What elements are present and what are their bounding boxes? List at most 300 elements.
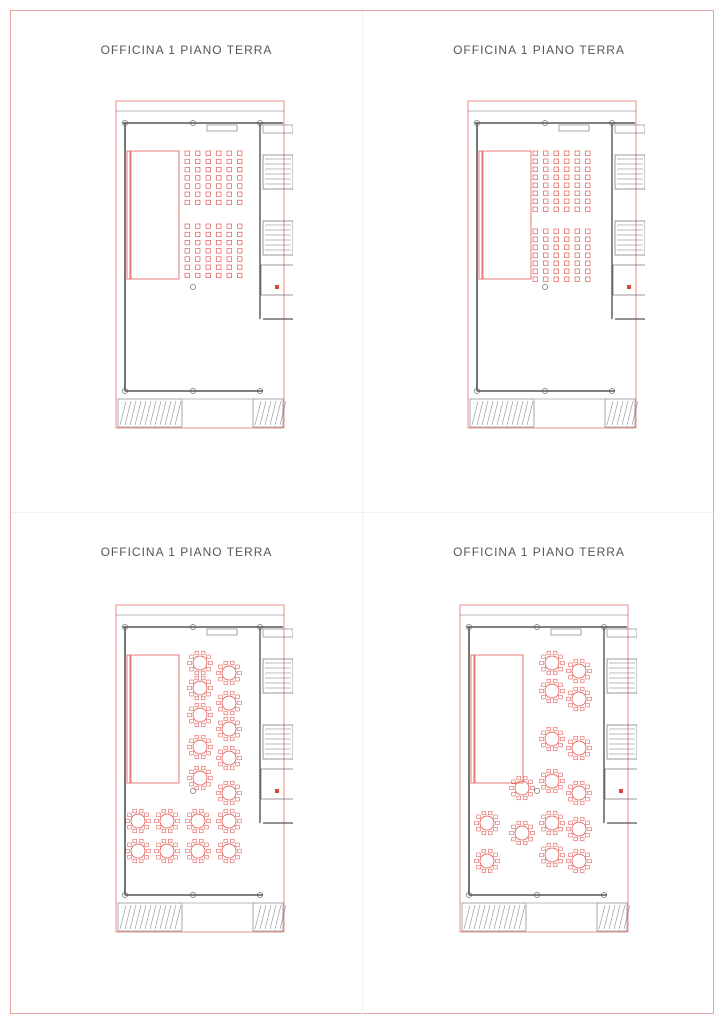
chair	[227, 273, 232, 278]
table-chair	[230, 691, 234, 695]
chair	[565, 167, 570, 172]
chair	[185, 176, 190, 181]
table-chair	[553, 831, 557, 835]
chair	[238, 176, 243, 181]
chair	[554, 199, 559, 204]
table-chair	[512, 837, 516, 841]
hatch-line	[472, 401, 478, 425]
table-chair	[586, 865, 590, 869]
table-chair	[195, 651, 199, 655]
table-chair	[574, 869, 578, 873]
table-chair	[209, 776, 213, 780]
hatch-line	[517, 401, 523, 425]
chair	[533, 229, 538, 234]
table-chair	[236, 721, 240, 725]
table-chair	[238, 756, 242, 760]
hatch-line	[170, 401, 176, 425]
room-label-box	[263, 125, 293, 133]
chair	[575, 199, 580, 204]
round-table	[222, 696, 236, 710]
chair	[565, 151, 570, 156]
table-chair	[224, 809, 228, 813]
chair	[544, 183, 549, 188]
hatch-line	[275, 401, 281, 425]
chair	[575, 261, 580, 266]
chair	[533, 261, 538, 266]
chair	[206, 240, 211, 245]
chair	[185, 167, 190, 172]
hatch-line	[607, 401, 613, 425]
table-chair	[574, 659, 578, 663]
table-chair	[201, 651, 205, 655]
hatched-area-west	[470, 399, 534, 427]
round-table	[222, 814, 236, 828]
round-table	[545, 848, 559, 862]
round-table	[193, 740, 207, 754]
round-table	[193, 771, 207, 785]
table-chair	[236, 855, 240, 859]
table-chair	[157, 825, 161, 829]
floor-plan-banquet-grid	[103, 593, 293, 933]
table-chair	[574, 707, 578, 711]
round-table	[515, 826, 529, 840]
round-table	[193, 656, 207, 670]
table-chair	[207, 770, 211, 774]
table-chair	[157, 813, 161, 817]
table-chair	[128, 855, 132, 859]
table-chair	[542, 859, 546, 863]
table-chair	[205, 855, 209, 859]
chair	[544, 269, 549, 274]
round-table	[572, 692, 586, 706]
table-chair	[195, 766, 199, 770]
table-chair	[586, 691, 590, 695]
table-chair	[553, 651, 557, 655]
round-table	[191, 844, 205, 858]
table-chair	[236, 665, 240, 669]
chair	[544, 245, 549, 250]
chair	[554, 277, 559, 282]
table-chair	[145, 813, 149, 817]
chair	[238, 265, 243, 270]
panel-top-left	[11, 11, 363, 513]
table-chair	[569, 740, 573, 744]
table-chair	[586, 853, 590, 857]
chair	[575, 277, 580, 282]
table-chair	[230, 746, 234, 750]
chair	[586, 199, 591, 204]
table-chair	[230, 859, 234, 863]
chair	[227, 192, 232, 197]
table-chair	[219, 677, 223, 681]
chair	[217, 192, 222, 197]
table-chair	[230, 781, 234, 785]
table-chair	[477, 865, 481, 869]
chair	[185, 232, 190, 237]
table-chair	[224, 681, 228, 685]
chair	[227, 224, 232, 229]
chair	[533, 207, 538, 212]
table-chair	[574, 781, 578, 785]
table-chair	[195, 735, 199, 739]
table-chair	[219, 665, 223, 669]
table-chair	[531, 786, 535, 790]
room-label-box	[559, 125, 589, 131]
table-chair	[586, 663, 590, 667]
hatch-line	[519, 905, 525, 929]
table-chair	[217, 756, 221, 760]
chair	[554, 191, 559, 196]
table-chair	[145, 843, 149, 847]
table-chair	[207, 751, 211, 755]
table-chair	[488, 831, 492, 835]
chair	[575, 167, 580, 172]
table-chair	[193, 859, 197, 863]
table-chair	[219, 797, 223, 801]
chair	[227, 200, 232, 205]
hatch-line	[135, 905, 141, 929]
table-chair	[496, 859, 500, 863]
table-chair	[547, 747, 551, 751]
table-chair	[488, 811, 492, 815]
table-chair	[540, 689, 544, 693]
table-chair	[475, 859, 479, 863]
table-chair	[567, 697, 571, 701]
hatch-line	[135, 401, 141, 425]
chair	[238, 224, 243, 229]
chair	[227, 184, 232, 189]
table-chair	[510, 831, 514, 835]
table-chair	[553, 811, 557, 815]
hatch-line	[599, 905, 605, 929]
table-chair	[230, 766, 234, 770]
table-chair	[188, 661, 192, 665]
hatch-line	[160, 905, 166, 929]
chair	[227, 232, 232, 237]
table-chair	[195, 676, 199, 680]
hatch-line	[160, 401, 166, 425]
chair	[533, 199, 538, 204]
panel-title: OFFICINA 1 PIANO TERRA	[453, 545, 625, 559]
panel-title: OFFICINA 1 PIANO TERRA	[100, 43, 273, 57]
table-chair	[195, 723, 199, 727]
chair	[217, 176, 222, 181]
chair	[554, 269, 559, 274]
chair	[185, 249, 190, 254]
table-chair	[236, 785, 240, 789]
chair	[227, 167, 232, 172]
service-room	[261, 769, 293, 799]
table-chair	[147, 849, 151, 853]
chair	[533, 253, 538, 258]
table-chair	[542, 695, 546, 699]
plan-frame	[460, 605, 628, 932]
emergency-marker	[275, 789, 279, 793]
chair	[196, 200, 201, 205]
table-chair	[569, 703, 573, 707]
chair	[238, 200, 243, 205]
chair	[565, 277, 570, 282]
table-chair	[219, 762, 223, 766]
hatch-line	[487, 401, 493, 425]
hatch-line	[125, 905, 131, 929]
table-chair	[512, 792, 516, 796]
table-chair	[567, 669, 571, 673]
hatch-line	[120, 905, 126, 929]
table-chair	[188, 686, 192, 690]
chair	[196, 159, 201, 164]
room-label-box	[607, 629, 637, 637]
table-chair	[559, 773, 563, 777]
table-chair	[217, 791, 221, 795]
chair	[533, 151, 538, 156]
table-chair	[128, 843, 132, 847]
round-table	[191, 814, 205, 828]
table-chair	[217, 701, 221, 705]
table-chair	[199, 809, 203, 813]
table-chair	[588, 827, 592, 831]
table-chair	[586, 833, 590, 837]
chair	[227, 159, 232, 164]
table-chair	[157, 855, 161, 859]
hatch-line	[512, 401, 518, 425]
chair	[554, 207, 559, 212]
table-chair	[133, 839, 137, 843]
chair	[185, 192, 190, 197]
table-chair	[567, 746, 571, 750]
table-chair	[155, 819, 159, 823]
hatch-line	[125, 401, 131, 425]
hatch-line	[255, 905, 261, 929]
hatch-line	[507, 401, 513, 425]
table-chair	[517, 821, 521, 825]
table-chair	[219, 843, 223, 847]
chair	[575, 245, 580, 250]
table-chair	[224, 839, 228, 843]
hatch-line	[130, 905, 136, 929]
table-chair	[586, 675, 590, 679]
table-chair	[219, 855, 223, 859]
chair	[533, 175, 538, 180]
table-chair	[236, 750, 240, 754]
table-chair	[586, 785, 590, 789]
table-chair	[547, 811, 551, 815]
chair	[586, 183, 591, 188]
hatch-line	[509, 905, 515, 929]
table-chair	[559, 847, 563, 851]
room-label-box	[207, 125, 237, 131]
hatch-line	[612, 401, 618, 425]
stage-edge	[471, 655, 474, 783]
round-table	[545, 684, 559, 698]
table-chair	[201, 786, 205, 790]
chair	[227, 151, 232, 156]
table-chair	[482, 831, 486, 835]
hatch-line	[140, 401, 146, 425]
table-chair	[236, 695, 240, 699]
table-chair	[542, 785, 546, 789]
table-chair	[553, 769, 557, 773]
table-chair	[477, 815, 481, 819]
table-chair	[230, 717, 234, 721]
hatch-line	[477, 401, 483, 425]
table-chair	[569, 821, 573, 825]
table-chair	[488, 869, 492, 873]
chair	[575, 183, 580, 188]
chair	[206, 200, 211, 205]
table-chair	[168, 829, 172, 833]
table-chair	[186, 849, 190, 853]
table-chair	[224, 661, 228, 665]
table-chair	[494, 865, 498, 869]
table-chair	[207, 667, 211, 671]
chair	[196, 192, 201, 197]
table-chair	[201, 735, 205, 739]
table-chair	[553, 699, 557, 703]
hatch-line	[270, 905, 276, 929]
table-chair	[224, 746, 228, 750]
chair	[533, 167, 538, 172]
table-chair	[188, 776, 192, 780]
chair	[196, 240, 201, 245]
hatch-line	[145, 905, 151, 929]
table-chair	[219, 785, 223, 789]
hatch-line	[622, 401, 628, 425]
table-chair	[207, 719, 211, 723]
table-chair	[531, 831, 535, 835]
chair	[238, 151, 243, 156]
table-chair	[238, 727, 242, 731]
table-chair	[190, 667, 194, 671]
table-chair	[230, 829, 234, 833]
chair	[238, 240, 243, 245]
table-chair	[168, 839, 172, 843]
hatch-line	[255, 401, 261, 425]
table-chair	[588, 859, 592, 863]
room-label-box	[263, 629, 293, 637]
table-chair	[529, 780, 533, 784]
hatch-line	[165, 401, 171, 425]
hatch-line	[522, 401, 528, 425]
chair	[565, 175, 570, 180]
chair	[554, 175, 559, 180]
table-chair	[569, 675, 573, 679]
round-table	[222, 666, 236, 680]
table-chair	[128, 825, 132, 829]
chair	[206, 167, 211, 172]
table-chair	[219, 733, 223, 737]
table-chair	[190, 692, 194, 696]
table-chair	[190, 739, 194, 743]
drawing-sheet	[10, 10, 714, 1014]
table-chair	[230, 681, 234, 685]
chair	[544, 237, 549, 242]
table-chair	[230, 809, 234, 813]
chair	[544, 175, 549, 180]
chair	[533, 277, 538, 282]
hatch-line	[275, 905, 281, 929]
table-chair	[553, 789, 557, 793]
chair	[554, 229, 559, 234]
table-chair	[580, 679, 584, 683]
table-chair	[168, 859, 172, 863]
table-chair	[224, 717, 228, 721]
plan-frame	[116, 605, 284, 932]
table-chair	[580, 801, 584, 805]
table-chair	[190, 680, 194, 684]
hatch-line	[130, 401, 136, 425]
chair	[227, 176, 232, 181]
table-chair	[224, 766, 228, 770]
hatch-line	[464, 905, 470, 929]
hatch-line	[489, 905, 495, 929]
table-chair	[155, 849, 159, 853]
chair	[533, 159, 538, 164]
table-chair	[547, 769, 551, 773]
chair	[196, 224, 201, 229]
table-chair	[496, 821, 500, 825]
table-chair	[176, 849, 180, 853]
chair	[565, 159, 570, 164]
table-chair	[540, 853, 544, 857]
stage-outline	[131, 655, 179, 783]
chair	[586, 151, 591, 156]
table-chair	[580, 869, 584, 873]
table-chair	[126, 849, 130, 853]
chair	[217, 249, 222, 254]
table-chair	[199, 859, 203, 863]
hatch-line	[175, 905, 181, 929]
chair	[575, 191, 580, 196]
table-chair	[186, 819, 190, 823]
plan-frame	[116, 101, 284, 428]
table-chair	[512, 825, 516, 829]
table-chair	[586, 797, 590, 801]
table-chair	[559, 683, 563, 687]
table-chair	[529, 837, 533, 841]
panel-bottom-left	[11, 513, 363, 1015]
round-table	[222, 722, 236, 736]
hatch-line	[627, 401, 633, 425]
table-chair	[559, 815, 563, 819]
chair	[544, 167, 549, 172]
table-chair	[236, 733, 240, 737]
chair	[533, 237, 538, 242]
table-chair	[236, 825, 240, 829]
table-chair	[553, 671, 557, 675]
table-chair	[523, 821, 527, 825]
table-chair	[230, 839, 234, 843]
stage-outline	[475, 655, 523, 783]
table-chair	[168, 809, 172, 813]
chair	[217, 257, 222, 262]
table-chair	[217, 849, 221, 853]
table-chair	[523, 776, 527, 780]
chair	[206, 249, 211, 254]
round-table	[545, 732, 559, 746]
table-chair	[559, 743, 563, 747]
table-chair	[542, 827, 546, 831]
table-chair	[542, 847, 546, 851]
round-table	[545, 774, 559, 788]
chair	[206, 192, 211, 197]
table-chair	[201, 755, 205, 759]
table-chair	[542, 731, 546, 735]
table-chair	[238, 701, 242, 705]
chair	[196, 151, 201, 156]
table-chair	[553, 843, 557, 847]
table-chair	[540, 779, 544, 783]
